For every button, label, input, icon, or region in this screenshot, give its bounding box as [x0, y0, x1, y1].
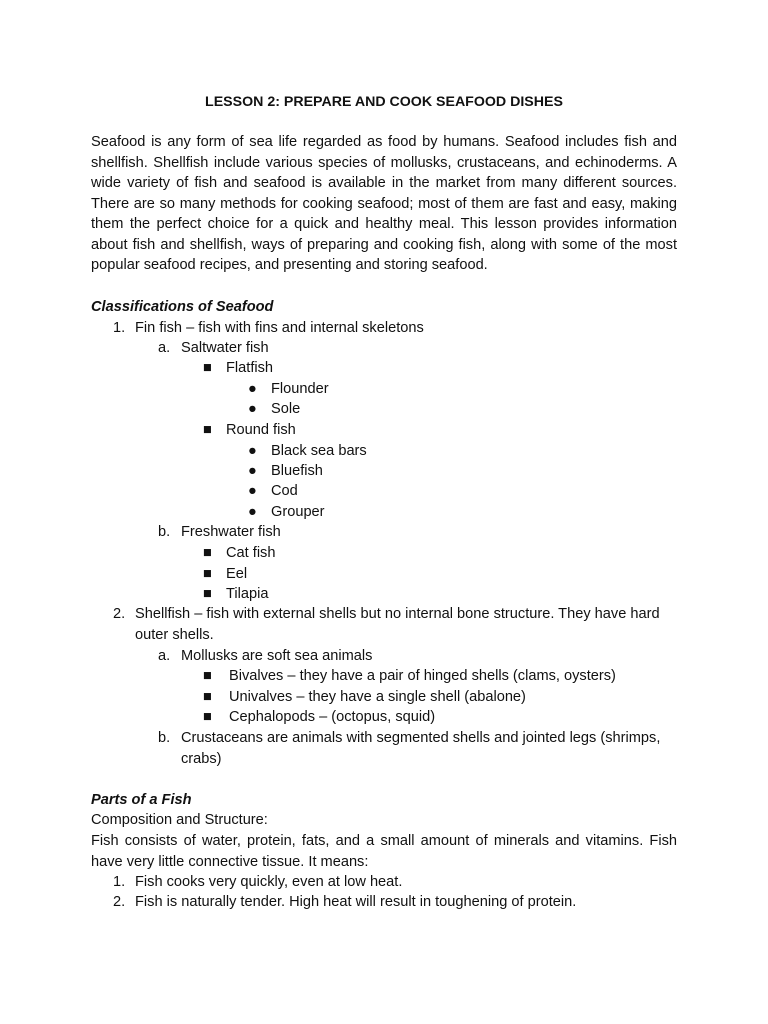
- square-bullet: ■: [203, 586, 212, 602]
- round-bullet: ●: [248, 504, 257, 520]
- list-item: Grouper: [271, 504, 325, 520]
- round-bullet: ●: [248, 463, 257, 479]
- saltwater-fish-item: Saltwater fish: [181, 340, 269, 356]
- list-marker: 2.: [113, 606, 126, 622]
- intro-paragraph: Seafood is any form of sea life regarded as food by humans. Seafood includes fish and shellfish. Shellfish include various species of mollusks, crustaceans, and echinoderms. A wide variety of fish and seafood is available in the market from many different sources. There are so many methods for cooking seafood; most of them are fast and easy, making them the perfect choice for a quick and healthy meal. This lesson provides information about fish and shellfish, ways of preparing and cooking fish, along with some of the most popular seafood recipes, and presenting and storing seafood.: [91, 134, 677, 273]
- list-item: Tilapia: [226, 586, 269, 602]
- round-fish-item: Round fish: [226, 422, 296, 438]
- list-item: Cephalopods – (octopus, squid): [229, 709, 436, 725]
- freshwater-fish-item: Freshwater fish: [181, 524, 281, 540]
- square-bullet: ■: [203, 422, 212, 438]
- list-marker: a.: [158, 340, 171, 356]
- round-bullet: ●: [248, 483, 257, 499]
- list-marker: 1.: [113, 874, 126, 890]
- list-marker: a.: [158, 648, 171, 664]
- list-item: Fish cooks very quickly, even at low heat.: [135, 874, 403, 890]
- square-bullet: ■: [203, 689, 212, 705]
- fin-fish-item: Fin fish – fish with fins and internal skeletons: [135, 320, 424, 336]
- square-bullet: ■: [203, 360, 212, 376]
- round-bullet: ●: [248, 401, 257, 417]
- list-marker: 2.: [113, 894, 126, 910]
- parts-heading: Parts of a Fish: [91, 792, 192, 808]
- list-item: Black sea bars: [271, 443, 367, 459]
- square-bullet: ■: [203, 545, 212, 561]
- list-item: Sole: [271, 401, 301, 417]
- lesson-title: LESSON 2: PREPARE AND COOK SEAFOOD DISHES: [205, 94, 563, 110]
- crustaceans-item: Crustaceans are animals with segmented shells and jointed legs (shrimps, crabs): [181, 730, 661, 767]
- classifications-heading: Classifications of Seafood: [91, 299, 274, 315]
- list-item: Flounder: [271, 381, 329, 397]
- list-marker: b.: [158, 524, 171, 540]
- flatfish-item: Flatfish: [226, 360, 274, 376]
- composition-subheading: Composition and Structure:: [91, 812, 268, 828]
- list-item: Univalves – they have a single shell (abalone): [229, 689, 526, 705]
- list-item: Cat fish: [226, 545, 276, 561]
- list-item: Bluefish: [271, 463, 323, 479]
- shellfish-item: Shellfish – fish with external shells but no internal bone structure. They have hard outer shells.: [135, 606, 660, 643]
- list-item: Eel: [226, 566, 248, 582]
- list-marker: 1.: [113, 320, 126, 336]
- square-bullet: ■: [203, 709, 212, 725]
- square-bullet: ■: [203, 668, 212, 684]
- mollusks-item: Mollusks are soft sea animals: [181, 648, 373, 664]
- square-bullet: ■: [203, 566, 212, 582]
- round-bullet: ●: [248, 443, 257, 459]
- list-item: Bivalves – they have a pair of hinged shells (clams, oysters): [229, 668, 616, 684]
- list-item: Cod: [271, 483, 298, 499]
- parts-paragraph: Fish consists of water, protein, fats, and a small amount of minerals and vitamins. Fish have very little connective tissue. It means:: [91, 833, 677, 870]
- list-item: Fish is naturally tender. High heat will result in toughening of protein.: [135, 894, 577, 910]
- list-marker: b.: [158, 730, 171, 746]
- round-bullet: ●: [248, 381, 257, 397]
